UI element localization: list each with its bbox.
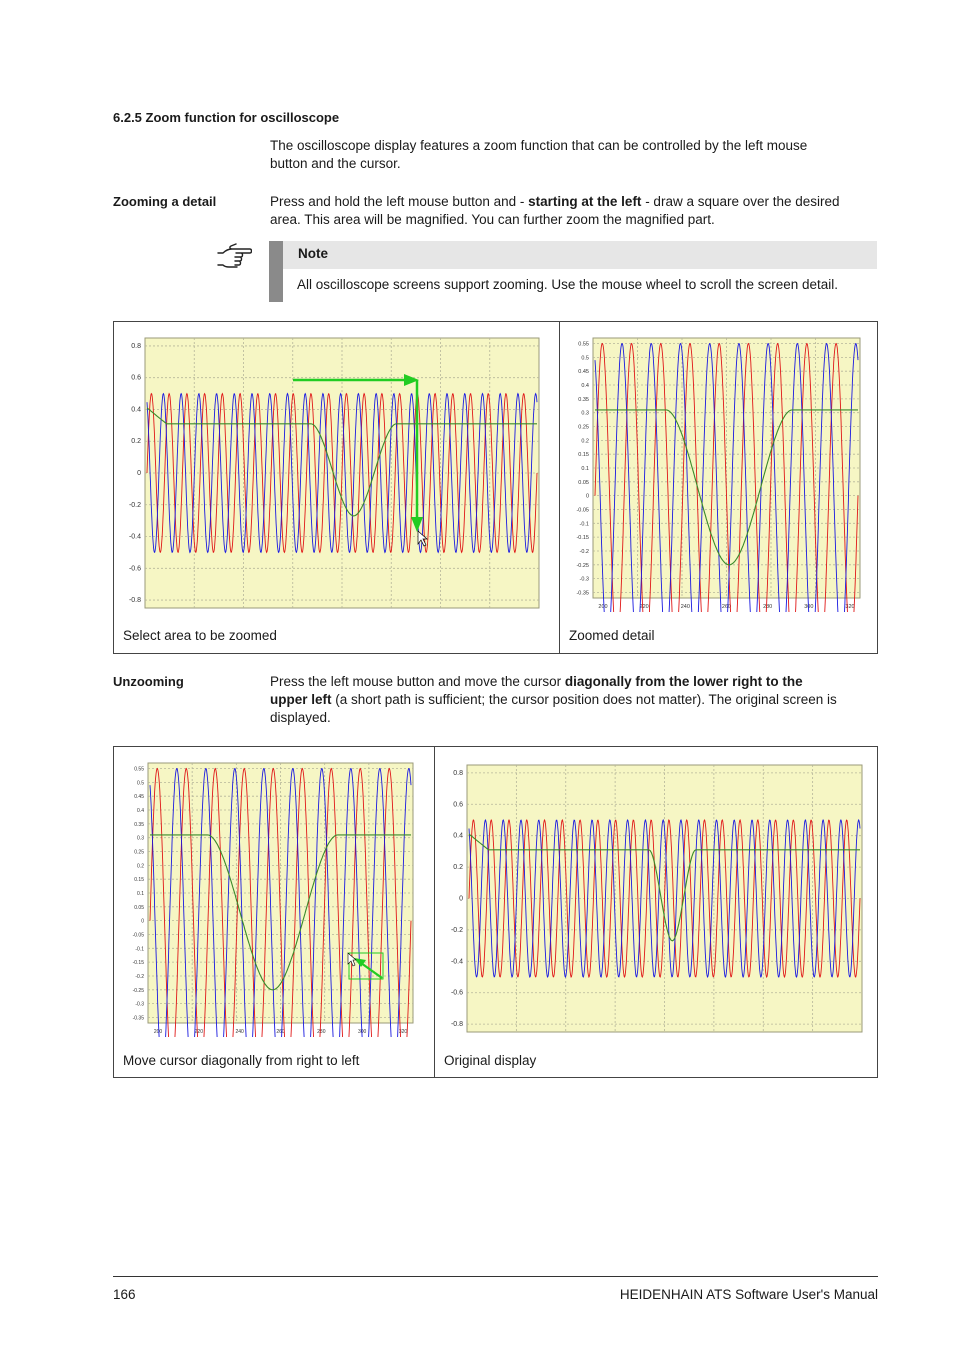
y-tick-label: -0.2 bbox=[450, 926, 463, 934]
x-tick-label: 300 bbox=[804, 604, 814, 610]
y-tick-label: 0.25 bbox=[578, 424, 589, 431]
y-tick-label: 0.3 bbox=[581, 410, 589, 417]
y-tick-label: 0.8 bbox=[453, 769, 463, 777]
unzooming-label: Unzooming bbox=[113, 674, 184, 689]
y-tick-label: 0.5 bbox=[581, 355, 589, 362]
y-tick-label: 0.15 bbox=[578, 452, 589, 459]
y-tick-label: -0.2 bbox=[579, 548, 589, 555]
y-tick-label: -0.2 bbox=[135, 973, 144, 980]
y-tick-label: 0.25 bbox=[134, 849, 144, 856]
x-tick-label: 200 bbox=[153, 1029, 163, 1035]
oscilloscope-zoomed-view-cursor bbox=[128, 759, 416, 1037]
y-tick-label: 0.15 bbox=[134, 877, 144, 884]
y-tick-label: 0.55 bbox=[578, 341, 589, 348]
unzooming-emphasis: upper left bbox=[270, 692, 332, 707]
y-tick-label: 0.35 bbox=[134, 821, 144, 828]
figure-divider bbox=[559, 321, 560, 654]
y-tick-label: 0.05 bbox=[578, 479, 589, 486]
y-tick-label: 0.3 bbox=[137, 835, 144, 842]
intro-line: button and the cursor. bbox=[270, 156, 401, 171]
y-tick-label: -0.35 bbox=[132, 1015, 144, 1022]
oscilloscope-full-view bbox=[123, 334, 542, 612]
y-tick-label: 0 bbox=[459, 895, 463, 903]
x-tick-label: 280 bbox=[317, 1029, 326, 1035]
y-tick-label: 0.2 bbox=[581, 438, 589, 445]
y-tick-label: 0.35 bbox=[578, 396, 589, 403]
x-tick-label: 240 bbox=[680, 604, 690, 610]
y-tick-label: -0.25 bbox=[132, 987, 144, 994]
y-tick-label: -0.6 bbox=[128, 565, 141, 573]
y-tick-label: 0.4 bbox=[581, 383, 589, 390]
zooming-text: - draw a square over the desired bbox=[641, 194, 840, 209]
pointing-hand-icon bbox=[216, 240, 252, 270]
unzooming-text: (a short path is sufficient; the cursor position does not matter). The original screen is bbox=[331, 692, 837, 707]
y-tick-label: -0.8 bbox=[128, 597, 141, 605]
y-tick-label: -0.25 bbox=[576, 562, 589, 569]
x-tick-label: 200 bbox=[598, 604, 608, 610]
y-tick-label: 0 bbox=[585, 493, 589, 500]
unzooming-emphasis: diagonally from the lower right to the bbox=[564, 674, 803, 689]
intro-paragraph bbox=[270, 137, 807, 173]
y-tick-label: -0.4 bbox=[128, 533, 141, 541]
oscilloscope-zoomed-view bbox=[571, 334, 863, 612]
y-tick-label: 0.45 bbox=[578, 369, 589, 376]
note-bar bbox=[269, 241, 283, 302]
y-tick-label: 0.4 bbox=[137, 808, 144, 815]
note-text: All oscilloscope screens support zooming. Use the mouse wheel to scroll the screen detail. bbox=[297, 277, 839, 292]
y-tick-label: -0.05 bbox=[132, 932, 144, 939]
x-tick-label: 220 bbox=[639, 604, 649, 610]
y-tick-label: -0.3 bbox=[135, 1001, 144, 1008]
y-tick-label: 0.5 bbox=[137, 780, 144, 787]
caption-select-area: Select area to be zoomed bbox=[123, 628, 277, 643]
y-tick-label: 0.2 bbox=[131, 438, 141, 446]
y-tick-label: -0.6 bbox=[450, 989, 463, 997]
y-tick-label: -0.1 bbox=[135, 946, 144, 953]
y-tick-label: 0.05 bbox=[134, 904, 144, 911]
zooming-paragraph bbox=[270, 193, 840, 229]
unzooming-text: Press the left mouse button and move the cursor bbox=[270, 674, 565, 689]
y-tick-label: -0.4 bbox=[450, 958, 463, 966]
x-tick-label: 260 bbox=[721, 604, 732, 610]
x-tick-label: 220 bbox=[194, 1029, 204, 1035]
y-tick-label: -0.3 bbox=[579, 576, 589, 583]
zooming-label: Zooming a detail bbox=[113, 194, 217, 209]
zooming-emphasis: starting at the left bbox=[528, 194, 642, 209]
x-tick-label: 280 bbox=[763, 604, 773, 610]
y-tick-label: 0.6 bbox=[131, 374, 141, 382]
y-tick-label: -0.8 bbox=[450, 1021, 463, 1029]
oscilloscope-original-view bbox=[445, 761, 865, 1036]
x-tick-label: 300 bbox=[357, 1029, 367, 1035]
note-title: Note bbox=[298, 246, 328, 261]
y-tick-label: 0.45 bbox=[134, 794, 144, 801]
y-tick-label: -0.35 bbox=[576, 590, 589, 597]
y-tick-label: 0.4 bbox=[131, 406, 141, 414]
y-tick-label: -0.1 bbox=[579, 521, 589, 528]
y-tick-label: 0.6 bbox=[453, 801, 463, 809]
y-tick-label: 0.1 bbox=[137, 891, 144, 897]
y-tick-label: 0.8 bbox=[131, 342, 141, 350]
figure-divider bbox=[434, 746, 435, 1078]
caption-original-display: Original display bbox=[444, 1053, 537, 1068]
y-tick-label: 0 bbox=[141, 918, 144, 925]
y-tick-label: 0.1 bbox=[581, 466, 589, 472]
footer-rule bbox=[113, 1276, 878, 1277]
x-tick-label: 320 bbox=[845, 604, 855, 610]
note-header bbox=[283, 241, 877, 269]
caption-zoomed-detail: Zoomed detail bbox=[569, 628, 655, 643]
x-tick-label: 320 bbox=[398, 1029, 408, 1035]
intro-line: The oscilloscope display features a zoom function that can be controlled by the left mouse bbox=[270, 138, 808, 153]
y-tick-label: -0.15 bbox=[132, 960, 144, 967]
y-tick-label: -0.15 bbox=[576, 535, 589, 542]
y-tick-label: -0.2 bbox=[128, 501, 141, 509]
y-tick-label: 0.4 bbox=[453, 832, 463, 840]
caption-move-cursor: Move cursor diagonally from right to left bbox=[123, 1053, 360, 1068]
x-tick-label: 240 bbox=[235, 1029, 244, 1035]
manual-title: HEIDENHAIN ATS Software User's Manual bbox=[619, 1287, 878, 1302]
y-tick-label: 0.2 bbox=[137, 863, 144, 870]
y-tick-label: -0.05 bbox=[576, 507, 589, 514]
x-tick-label: 260 bbox=[276, 1029, 285, 1035]
zooming-text: Press and hold the left mouse button and - bbox=[270, 194, 529, 209]
y-tick-label: 0 bbox=[137, 470, 141, 477]
section-heading: 6.2.5 Zoom function for oscilloscope bbox=[113, 110, 340, 125]
page-number: 166 bbox=[113, 1287, 136, 1302]
unzooming-paragraph bbox=[270, 673, 837, 727]
y-tick-label: 0.2 bbox=[453, 864, 463, 872]
unzooming-text: displayed. bbox=[270, 710, 331, 725]
y-tick-label: 0.55 bbox=[134, 766, 144, 773]
zooming-text: area. This area will be magnified. You can further zoom the magnified part. bbox=[270, 212, 715, 227]
